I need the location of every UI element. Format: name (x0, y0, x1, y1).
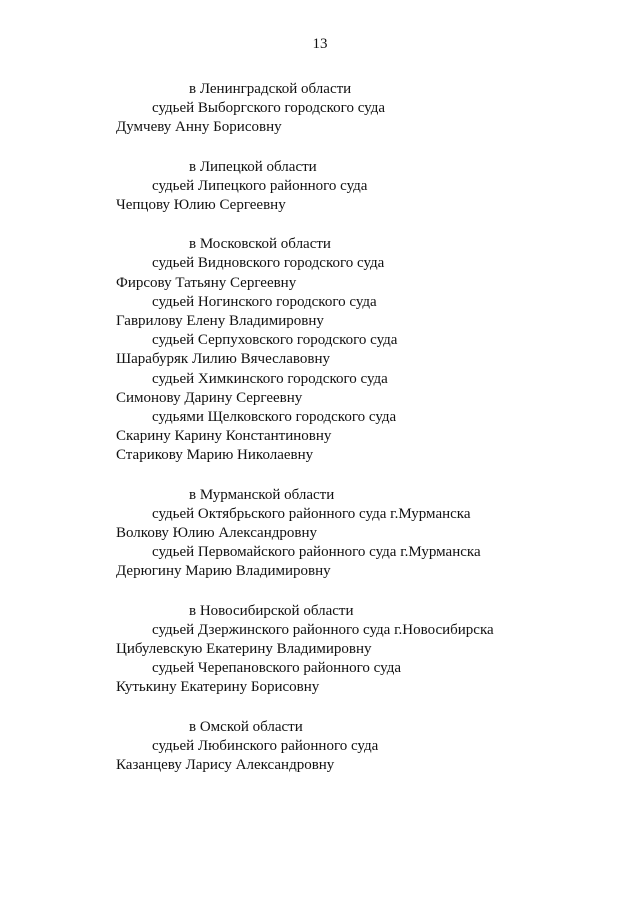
page-number: 13 (312, 36, 328, 52)
judge-name: Волкову Юлию Александровну (116, 525, 317, 542)
judge-name: Кутькину Екатерину Борисовну (116, 679, 320, 696)
court-position: судьей Октябрьского районного суда г.Мурманска (152, 505, 471, 522)
court-position: судьей Первомайского районного суда г.Мурманска (152, 544, 481, 561)
court-position: судьей Видновского городского суда (152, 255, 385, 272)
appointment-section (116, 718, 616, 776)
judge-name: Цибулевскую Екатерину Владимировну (116, 641, 372, 658)
region-heading: в Липецкой области (189, 158, 317, 175)
court-position: судьей Выборгского городского суда (152, 100, 385, 117)
region-heading: в Мурманской области (189, 486, 335, 503)
judge-name: Фирсову Татьяну Сергеевну (116, 274, 297, 291)
region-heading: в Омской области (189, 718, 303, 735)
court-position: судьей Липецкого районного суда (152, 177, 368, 194)
appointment-section (116, 486, 616, 582)
court-position: судьями Щелковского городского суда (152, 409, 397, 426)
judge-name: Думчеву Анну Борисовну (116, 119, 282, 136)
region-heading: в Новосибирской области (189, 602, 354, 619)
court-position: судьей Дзержинского районного суда г.Новосибирска (152, 621, 494, 638)
appointment-section (116, 158, 616, 216)
court-position: судьей Черепановского районного суда (152, 660, 401, 677)
judge-name: Казанцеву Ларису Александровну (116, 757, 335, 774)
judge-name: Шарабуряк Лилию Вячеславовну (116, 351, 330, 368)
appointment-section (116, 80, 616, 138)
judge-name: Старикову Марию Николаевну (116, 447, 314, 464)
appointment-section (116, 235, 616, 465)
judge-name: Чепцову Юлию Сергеевну (116, 197, 286, 214)
court-position: судьей Химкинского городского суда (152, 370, 388, 387)
judge-name: Гаврилову Елену Владимировну (116, 313, 324, 330)
judge-name: Симонову Дарину Сергеевну (116, 389, 303, 406)
court-position: судьей Ногинского городского суда (152, 293, 377, 310)
judge-name: Скарину Карину Константиновну (116, 428, 332, 445)
document-body (116, 80, 616, 795)
appointment-section (116, 602, 616, 698)
region-heading: в Ленинградской области (189, 81, 352, 97)
court-position: судьей Любинского районного суда (152, 737, 379, 754)
court-position: судьей Серпуховского городского суда (152, 332, 398, 349)
judge-name: Дерюгину Марию Владимировну (116, 563, 331, 580)
region-heading: в Московской области (189, 236, 331, 253)
